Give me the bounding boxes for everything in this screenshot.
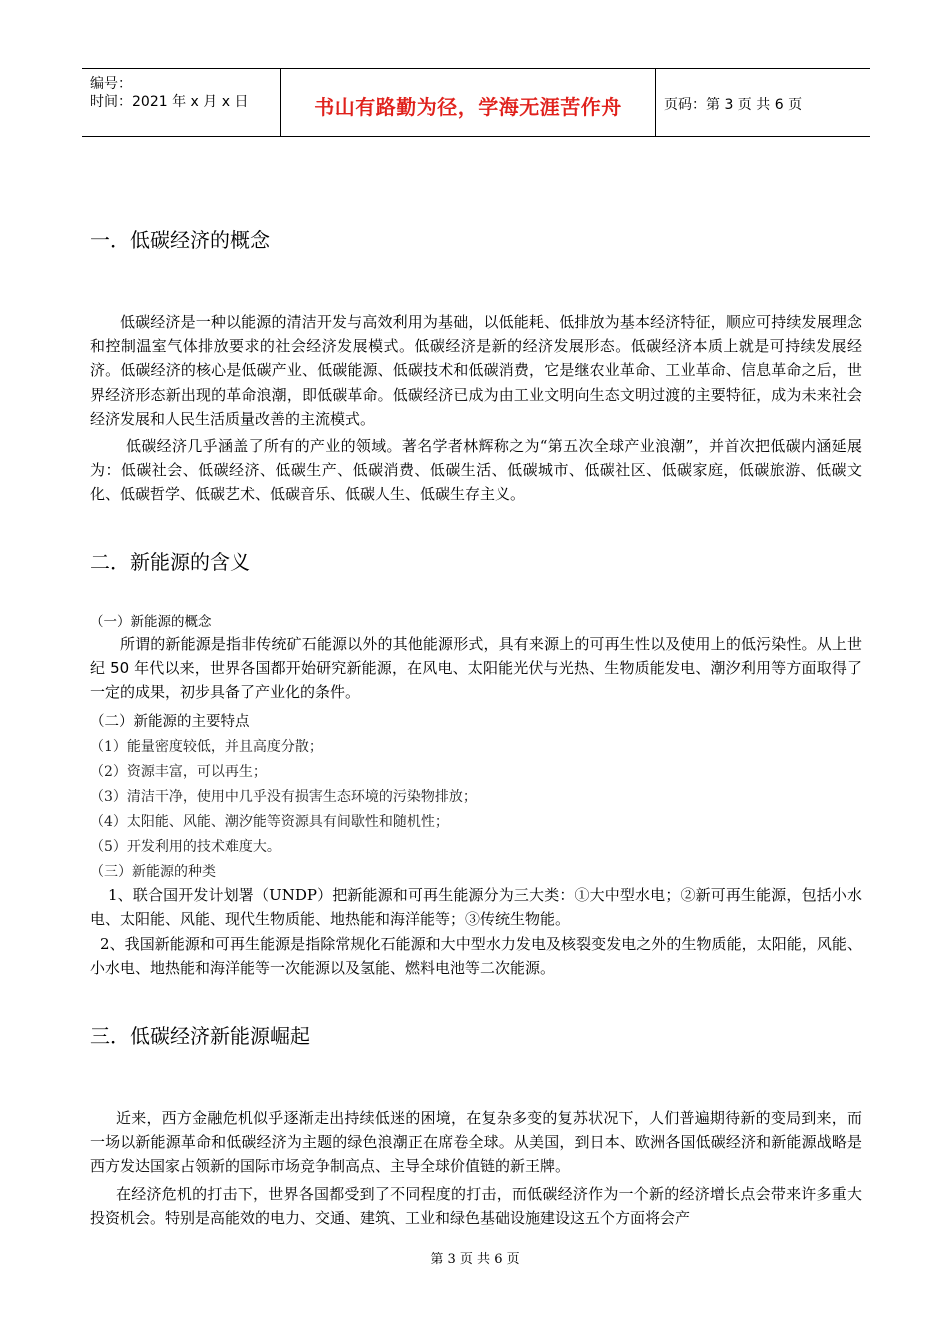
header-motto-cell xyxy=(280,69,656,136)
feature-item: （5）开发利用的技术难度大。 xyxy=(90,839,281,855)
date-label: 时间：2021 年 x 月 x 日 xyxy=(90,94,249,110)
section3-paragraph-2: 在经济危机的打击下，世界各国都受到了不同程度的打击，而低碳经济作为一个新的经济增长点会带来许多重大投资机会。特别是高能效的电力、交通、建筑、工业和绿色基础设施建设这五个方面将会产 xyxy=(90,1185,862,1228)
header-info-cell xyxy=(82,69,280,136)
page-number-label: 页码：第 3 页 共 6 页 xyxy=(664,97,803,113)
section1-heading: 一．低碳经济的概念 xyxy=(90,228,270,252)
types-item-2: 2、我国新能源和可再生能源是指除常规化石能源和大中型水力发电及核裂变发电之外的生物质能，太阳能，风能、小水电、地热能和海洋能等一次能源以及氢能、燃料电池等二次能源。 xyxy=(90,935,862,978)
subsection-concept-label: （一）新能源的概念 xyxy=(90,614,212,630)
subsection-concept-paragraph: 所谓的新能源是指非传统矿石能源以外的其他能源形式，具有来源上的可再生性以及使用上的低污染性。从上世纪 50 年代以来，世界各国都开始研究新能源，在风电、太阳能光伏与光热、生物质能发电、潮汐利用等方面取得了一定的成果，初步具备了产业化的条件。 xyxy=(90,635,862,701)
feature-item: （3）清洁干净，使用中几乎没有损害生态环境的污染物排放； xyxy=(90,789,477,805)
feature-item: （2）资源丰富，可以再生； xyxy=(90,764,267,780)
number-label: 编号： xyxy=(90,76,132,92)
subsection-types-label: （三）新能源的种类 xyxy=(90,864,216,880)
section3-heading: 三．低碳经济新能源崛起 xyxy=(90,1024,310,1048)
feature-item: （1）能量密度较低，并且高度分散； xyxy=(90,739,323,755)
feature-item: （4）太阳能、风能、潮汐能等资源具有间歇性和随机性； xyxy=(90,814,449,830)
section2-heading: 二．新能源的含义 xyxy=(90,550,250,574)
types-item-1: 1、联合国开发计划署（UNDP）把新能源和可再生能源分为三大类：①大中型水电；②新可再生能源，包括小水电、太阳能、风能、现代生物质能、地热能和海洋能等；③传统生物能。 xyxy=(90,886,862,929)
section1-paragraph-2: 低碳经济几乎涵盖了所有的产业的领域。著名学者林辉称之为“第五次全球产业浪潮”，并首次把低碳内涵延展为：低碳社会、低碳经济、低碳生产、低碳消费、低碳生活、低碳城市、低碳社区、低碳家庭，低碳旅游、低碳文化、低碳哲学、低碳艺术、低碳音乐、低碳人生、低碳生存主义。 xyxy=(90,437,862,504)
subsection-features-label: （二）新能源的主要特点 xyxy=(90,714,250,730)
page-header xyxy=(82,68,870,137)
section3-paragraph-1: 近来，西方金融危机似乎逐渐走出持续低迷的困境，在复杂多变的复苏状况下，人们普遍期待新的变局到来，而一场以新能源革命和低碳经济为主题的绿色浪潮正在席卷全球。从美国，到日本、欧洲各国低碳经济和新能源战略是西方发达国家占领新的国际市场竞争制高点、主导全球价值链的新王牌。 xyxy=(90,1109,862,1176)
section1-paragraph-1: 低碳经济是一种以能源的清洁开发与高效利用为基础，以低能耗、低排放为基本经济特征，顺应可持续发展理念和控制温室气体排放要求的社会经济发展模式。低碳经济是新的经济发展形态。低碳经济本质上就是可持续发展经济。低碳经济的核心是低碳产业、低碳能源、低碳技术和低碳消费，它是继农业革命、工业革命、信息革命之后，世界经济形态新出现的革命浪潮，即低碳革命。低碳经济已成为由工业文明向生态文明过渡的主要特征，成为未来社会经济发展和人民生活质量改善的主流模式。 xyxy=(90,313,862,428)
page-footer: 第 3 页 共 6 页 xyxy=(430,1252,520,1267)
header-page-cell xyxy=(654,69,870,136)
motto-text: 书山有路勤为径，学海无涯苦作舟 xyxy=(314,95,622,119)
